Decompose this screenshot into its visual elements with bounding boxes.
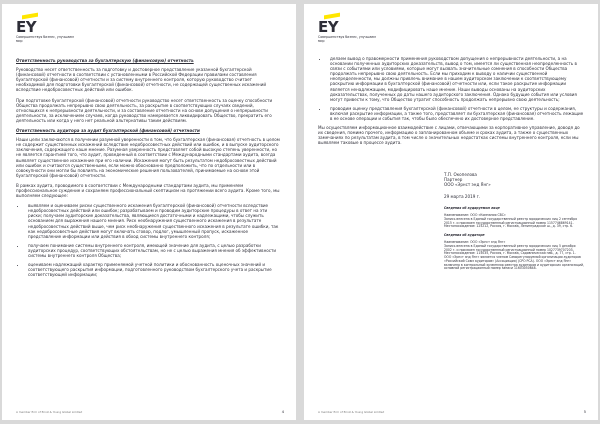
paragraph: Наши цели заключаются в получении разумной уверенности в том, что бухгалтерская (финансовая) отчетность в целом не содержит существенных искажений вследствие недобросовестных действий или ошибок, и в выпуске аудиторского заключения, содержащего наше мнение. Разумная уверенность представляет собой высокую степень уверенности, но не является гарантией того, что аудит, проведенный в соответствии с Международными стандартами аудита, всегда выявляет существенное искажение при его наличии. Искажения могут быть результатом недобросовестных действий или ошибок и считаются существенными, если можно обоснованно предположить, что по отдельности или в совокупности они могли бы повлиять на экономические решения пользователей, принимаемые на основе этой бухгалтерской (финансовой) отчетности. — [16, 137, 280, 178]
signer-role: Партнер — [444, 176, 463, 182]
bullet-list — [318, 56, 584, 121]
ey-logo — [16, 14, 86, 44]
info-line: Наименование: ООО «Эрнст энд Янг» — [444, 239, 506, 244]
paragraph: При подготовке бухгалтерской (финансовой) отчетности руководство несет ответственность за оценку способности Общества продолжать непрерывно свою деятельность, за раскрытие в соответствующих случаях сведений, относящихся к непрерывности деятельности, и за составление отчетности на основе допущения о непрерывности деятельности, за исключением случаев, когда руководство намеревается ликвидировать Общество, прекратить его деятельность или когда у него нет реальной альтернативы таким действиям. — [16, 97, 273, 123]
info-line: ООО «Эрнст энд Янг» является членом Саморегулируемой организации аудиторов «Российский Союз аудиторов» (Ассоциация) (СРО РСА). ООО «Эрнст энд Янг» включено в контрольный экземпляр реестра аудиторов и аудиторских организаций, основной регистрационный номер записи 11603050648. — [444, 255, 585, 271]
section-heading-management: Ответственность руководства за бухгалтерскую (финансовую) отчетность — [16, 58, 194, 63]
paragraph: Руководство несет ответственность за подготовку и достоверное представление указанной бухгалтерской (финансовой) отчетности в соответствии с установленными в Российской Федерации правилами составления бухгалтерской (финансовой) отчетности и за систему внутреннего контроля, которую руководство считает необходимой для подготовки бухгалтерской (финансовой) отчетности, не содержащей существенных искажений вследствие недобросовестных действий или ошибок. — [16, 67, 267, 93]
info-line: Местонахождение: 125212, Россия, г. Москва, Ленинградское ш., д. 39, стр. 6. — [444, 224, 574, 229]
section-heading-auditor: Ответственность аудитора за аудит бухгалтерской (финансовой) отчетности — [16, 128, 200, 134]
info-line: Запись внесена в Единый государственный реестр юридических лиц 5 декабря 2002 г. и присвоен государственный регистрационный номер 1027739707203. — [444, 243, 576, 252]
right-content — [318, 56, 584, 271]
signer-org: ООО «Эрнст энд Янг» — [444, 182, 491, 188]
list-item: • проводим оценку представления бухгалтерской (финансовой) отчетности в целом, ее структуры и содержания, включая раскрытие информации, а также того, представляет ли бухгалтерская (финансовая) отчетность лежащие в ее основе операции и события так, чтобы было обеспечено их достоверное представление. — [328, 106, 584, 121]
left-content — [16, 56, 282, 281]
info-line: Запись внесена в Единый государственный реестр юридических лиц 2 сентября 2015 г. и присвоен государственный регистрационный номер 1157746869141. — [444, 216, 577, 225]
info-line: Местонахождение: 115035, Россия, г. Москва, Садовническая наб., д. 77, стр. 1. — [444, 251, 576, 256]
page-number: 4 — [281, 410, 284, 414]
ey-tagline: Совершенствуя бизнес, улучшаем мир — [318, 35, 376, 43]
bullet-list — [16, 203, 282, 277]
ey-brand: EY — [16, 18, 37, 36]
signer-name: Т.П. Окопелова — [444, 171, 477, 177]
footer-text: A member firm of Ernst & Young Global Limited — [16, 410, 83, 414]
signature-block — [444, 172, 584, 200]
ey-tagline: Совершенствуя бизнес, улучшаем мир — [16, 35, 74, 43]
paragraph: Мы осуществляем информационное взаимодействие с лицами, отвечающими за корпоративное управление, доводя до их сведения, помимо прочего, информацию о запланированном объеме и сроках аудита, а также о существенных замечаниях по результатам аудита, в том числе о значительных недостатках системы внутреннего контроля, если мы выявляем таковые в процессе аудита. — [318, 125, 580, 146]
report-page-left — [2, 4, 296, 420]
page-number: 5 — [583, 410, 586, 414]
list-item: • оцениваем надлежащий характер применяемой учетной политики и обоснованность оценочных значений и соответствующего раскрытия информации, подготовленного руководством бухгалтерского учета и раскрытие соответствующей информации; — [26, 262, 282, 277]
ey-brand: EY — [318, 18, 339, 36]
footer-text: A member firm of Ernst & Young Global Limited — [318, 410, 385, 414]
list-item: • делаем вывод о правомерности применения руководством допущения о непрерывности деятельности, а на основании полученных аудиторских доказательств, вывод о том, имеется ли существенная неопределенность в связи с событиями или условиями, которые могут вызвать значительные сомнения в способности Общества продолжать непрерывно свою деятельность. Если мы приходим к выводу о наличии существенной неопределенности, мы должны привлечь внимание в нашем аудиторском заключении к соответствующему раскрытию информации в бухгалтерской (финансовой) отчетности или, если такое раскрытие информации является ненадлежащим, модифицировать наше мнение. Наши выводы основаны на аудиторских доказательствах, полученных до даты нашего аудиторского заключения. Однако будущие события или условия могут привести к тому, что Общество утратит способность продолжать непрерывно свою деятельность; — [328, 56, 584, 102]
auditor-info-label: Сведения об аудиторе — [444, 233, 485, 238]
report-page-right — [304, 4, 598, 420]
info-line: Наименование: ООО «Компания СВС» — [444, 212, 506, 217]
ey-logo — [318, 14, 388, 44]
client-info — [444, 207, 584, 271]
report-date: 29 марта 2019 г. — [444, 193, 481, 199]
list-item: • получаем понимание системы внутреннего контроля, имеющей значение для аудита, с целью разработки аудиторских процедур, соответствующих обстоятельствам, но не с целью выражения мнения об эффективности системы внутреннего контроля Общества; — [26, 243, 282, 258]
list-item: • выявляем и оцениваем риски существенного искажения бухгалтерской (финансовой) отчетности вследствие недобросовестных действий или ошибок; разрабатываем и проводим аудиторские процедуры в ответ на эти риски; получаем аудиторские доказательства, являющиеся достаточными и надлежащими, чтобы служить основанием для выражения нашего мнения. Риск необнаружения существенного искажения в результате недобросовестных действий выше, чем риск необнаружения существенного искажения в результате ошибки, так как недобросовестные действия могут включать сговор, подлог, умышленный пропуск, искаженное представление информации или действия в обход системы внутреннего контроля; — [26, 203, 282, 239]
client-info-label: Сведения об аудируемом лице — [444, 206, 500, 211]
paragraph: В рамках аудита, проводимого в соответствии с Международными стандартами аудита, мы применяем профессиональное суждение и сохраняем профессиональный скептицизм на протяжении всего аудита. Кроме того, мы выполняем следующее: — [16, 182, 280, 199]
